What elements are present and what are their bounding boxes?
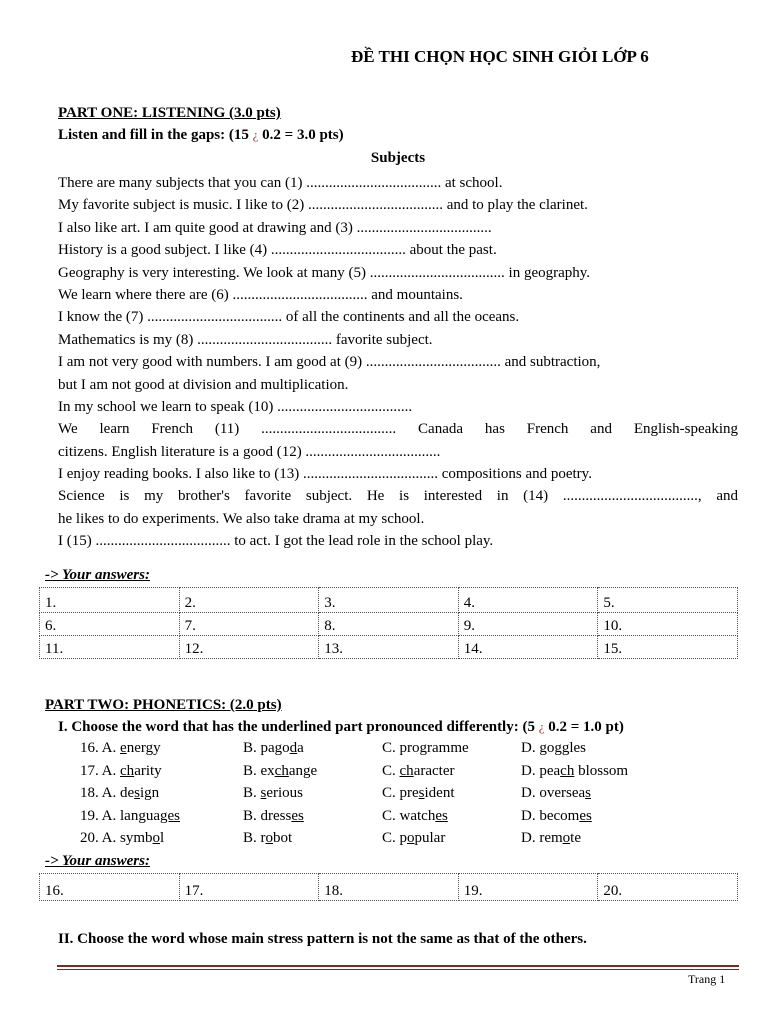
phonetics-question <box>80 808 740 830</box>
option-text: D. go <box>521 740 555 756</box>
exam-title: ĐỀ THI CHỌN HỌC SINH GIỎI LỚP 6 <box>351 47 649 66</box>
underlined-part: ges <box>160 807 180 824</box>
phonetics-text-a: I. Choose the word that has the underlined part pronounced differently: (5 <box>58 719 535 735</box>
underlined-part: o <box>265 830 273 846</box>
underlined-part: g <box>419 740 427 756</box>
answers-label-part1: -> Your answers: <box>45 567 150 583</box>
option-text: C. <box>382 762 400 779</box>
passage-line: I (15) .................................... to act. I got the lead role in the school play. <box>58 533 494 550</box>
underlined-part: s <box>134 785 141 801</box>
phonetics-question <box>80 830 740 852</box>
option-text: C. pro <box>382 740 420 756</box>
passage-line: There are many subjects that you can (1) .................................... at school. <box>58 175 503 191</box>
answer-cell[interactable]: 15. <box>598 636 738 659</box>
answer-option <box>521 830 581 847</box>
page-number: Trang 1 <box>688 972 726 986</box>
option-text: ign <box>140 785 160 801</box>
answer-option <box>521 785 591 802</box>
option-text: C. watch <box>382 807 436 824</box>
option-text: B. <box>243 785 261 801</box>
underlined-part: s <box>418 785 425 801</box>
underlined-part: es <box>435 807 448 824</box>
answer-cell[interactable]: 10. <box>598 613 738 636</box>
option-text: D. oversea <box>521 785 586 801</box>
underlined-part: s <box>260 785 267 801</box>
option-text: bot <box>273 830 293 846</box>
option-text: C. pre <box>382 785 419 801</box>
answer-cell[interactable]: 20. <box>598 874 738 901</box>
answer-cell[interactable]: 2. <box>179 588 319 613</box>
option-text: a <box>297 740 304 756</box>
passage-line: I know the (7) .................................... of all the continents and all the oceans. <box>58 309 520 326</box>
phonetics-question <box>80 763 740 785</box>
option-text: ramme <box>427 740 469 756</box>
option-text: B. r <box>243 830 266 846</box>
answer-table-part2 <box>39 873 738 901</box>
passage-line: My favorite subject is music. I like to (2) .................................... and to play the clarinet. <box>58 197 588 214</box>
underlined-part: o <box>152 830 161 846</box>
option-text: blossom <box>574 762 629 779</box>
option-text: ange <box>288 762 318 779</box>
instruction-text-a: Listen and fill in the gaps: (15 <box>58 127 249 143</box>
instruction-text-b: 0.2 = 3.0 pts) <box>262 127 344 143</box>
part-two-heading: PART TWO: PHONETICS: (2.0 pts) <box>45 697 282 713</box>
answer-cell[interactable]: 6. <box>40 613 180 636</box>
phonetics-instruction <box>58 719 624 736</box>
answer-row <box>40 636 738 659</box>
footer-divider <box>57 965 739 967</box>
answer-cell[interactable]: 3. <box>319 588 459 613</box>
answer-option <box>80 785 159 802</box>
answer-cell[interactable]: 16. <box>40 874 180 901</box>
times-symbol: ¿ <box>252 127 259 142</box>
answer-option <box>80 808 180 825</box>
answer-option <box>382 830 445 847</box>
answer-cell[interactable]: 4. <box>458 588 598 613</box>
passage-line: I am not very good with numbers. I am good at (9) .................................... and subtraction, <box>58 354 601 371</box>
option-text: te <box>570 830 581 846</box>
underlined-part: ch <box>399 762 414 779</box>
answer-cell[interactable]: 1. <box>40 588 180 613</box>
underlined-part: gg <box>554 740 570 756</box>
option-text: B. dress <box>243 807 292 824</box>
stress-instruction: II. Choose the word whose main stress pattern is not the same as that of the others. <box>58 931 587 947</box>
option-text: D. becom <box>521 807 580 824</box>
answer-option <box>382 808 448 825</box>
answer-option <box>243 830 292 847</box>
passage-line: I also like art. I am quite good at drawing and (3) .................................... <box>58 219 492 236</box>
answer-cell[interactable]: 11. <box>40 636 180 659</box>
option-text: 16. A. <box>80 740 121 756</box>
option-text: pular <box>414 830 446 846</box>
answer-option <box>80 740 161 757</box>
answer-option <box>521 808 592 825</box>
answer-row <box>40 588 738 613</box>
passage-line: We learn French (11) .................................... Canada has French and English-speaking <box>58 421 738 438</box>
answers-label-part2: -> Your answers: <box>45 853 150 869</box>
passage-line: We learn where there are (6) .................................... and mountains. <box>58 286 463 303</box>
underlined-part: d <box>289 740 298 756</box>
option-text: B. pago <box>243 740 290 756</box>
answer-option <box>382 785 455 802</box>
answer-option <box>382 740 469 757</box>
answer-option <box>521 763 628 780</box>
underlined-part: es <box>579 807 592 824</box>
passage-subtitle: Subjects <box>370 150 426 166</box>
answer-cell[interactable]: 19. <box>458 874 598 901</box>
answer-cell[interactable]: 7. <box>179 613 319 636</box>
passage-line: Science is my brother's favorite subject. He is interested in (14) ...................................., and <box>58 488 738 505</box>
phonetics-question <box>80 785 740 807</box>
passage-line: citizens. English literature is a good (12) .................................... <box>58 443 441 460</box>
option-text: B. ex <box>243 762 275 779</box>
answer-option <box>80 763 162 780</box>
answer-option <box>80 830 164 847</box>
part-one-instruction <box>58 127 344 144</box>
answer-cell[interactable]: 13. <box>319 636 459 659</box>
passage-line: Mathematics is my (8) .................................... favorite subject. <box>58 331 433 348</box>
underlined-part: o <box>562 830 571 846</box>
option-text: D. pea <box>521 762 561 779</box>
passage-line: but I am not good at division and multiplication. <box>58 376 349 393</box>
answer-cell[interactable]: 18. <box>319 874 459 901</box>
option-text: D. rem <box>521 830 563 846</box>
listening-passage <box>58 172 738 553</box>
part-one-heading: PART ONE: LISTENING (3.0 pts) <box>58 105 281 121</box>
underlined-part: o <box>407 830 415 846</box>
answer-option <box>521 740 586 757</box>
phonetics-text-b: 0.2 = 1.0 pt) <box>548 719 624 735</box>
answer-option <box>243 740 304 757</box>
option-text: nergy <box>126 740 161 756</box>
passage-line: Geography is very interesting. We look at many (5) .................................... in geography. <box>58 264 591 281</box>
answer-cell[interactable]: 14. <box>458 636 598 659</box>
answer-row <box>40 613 738 636</box>
answer-cell[interactable]: 5. <box>598 588 738 613</box>
answer-cell[interactable]: 8. <box>319 613 459 636</box>
option-text: 20. A. symb <box>80 830 153 846</box>
option-text: arity <box>134 762 162 779</box>
answer-cell[interactable]: 17. <box>179 874 319 901</box>
option-text: ident <box>424 785 455 801</box>
answer-option <box>382 763 454 780</box>
option-text: erious <box>266 785 304 801</box>
answer-row <box>40 874 738 901</box>
underlined-part: ch <box>120 762 135 779</box>
phonetics-question <box>80 740 740 762</box>
passage-line: In my school we learn to speak (10) .................................... <box>58 398 413 415</box>
underlined-part: s <box>585 785 591 801</box>
footer-divider-thin <box>57 969 739 970</box>
passage-line: he likes to do experiments. We also take drama at my school. <box>58 510 425 527</box>
underlined-part: ch <box>274 762 289 779</box>
option-text: les <box>569 740 587 756</box>
underlined-part: e <box>120 740 127 756</box>
passage-line: I enjoy reading books. I also like to (13) .................................... compositions and poetry. <box>58 466 592 483</box>
option-text: 19. A. langua <box>80 807 160 824</box>
underlined-part: es <box>291 807 304 824</box>
answer-cell[interactable]: 9. <box>458 613 598 636</box>
times-symbol: ¿ <box>538 719 545 734</box>
answer-table-part1 <box>39 587 738 659</box>
answer-option <box>243 763 317 780</box>
passage-line: History is a good subject. I like (4) .................................... about the past. <box>58 242 497 259</box>
option-text: 17. A. <box>80 762 121 779</box>
option-text: 18. A. de <box>80 785 135 801</box>
option-text: l <box>160 830 165 846</box>
answer-option <box>243 808 304 825</box>
option-text: aracter <box>413 762 455 779</box>
answer-option <box>243 785 303 802</box>
answer-cell[interactable]: 12. <box>179 636 319 659</box>
option-text: C. p <box>382 830 408 846</box>
underlined-part: ch <box>560 762 575 779</box>
